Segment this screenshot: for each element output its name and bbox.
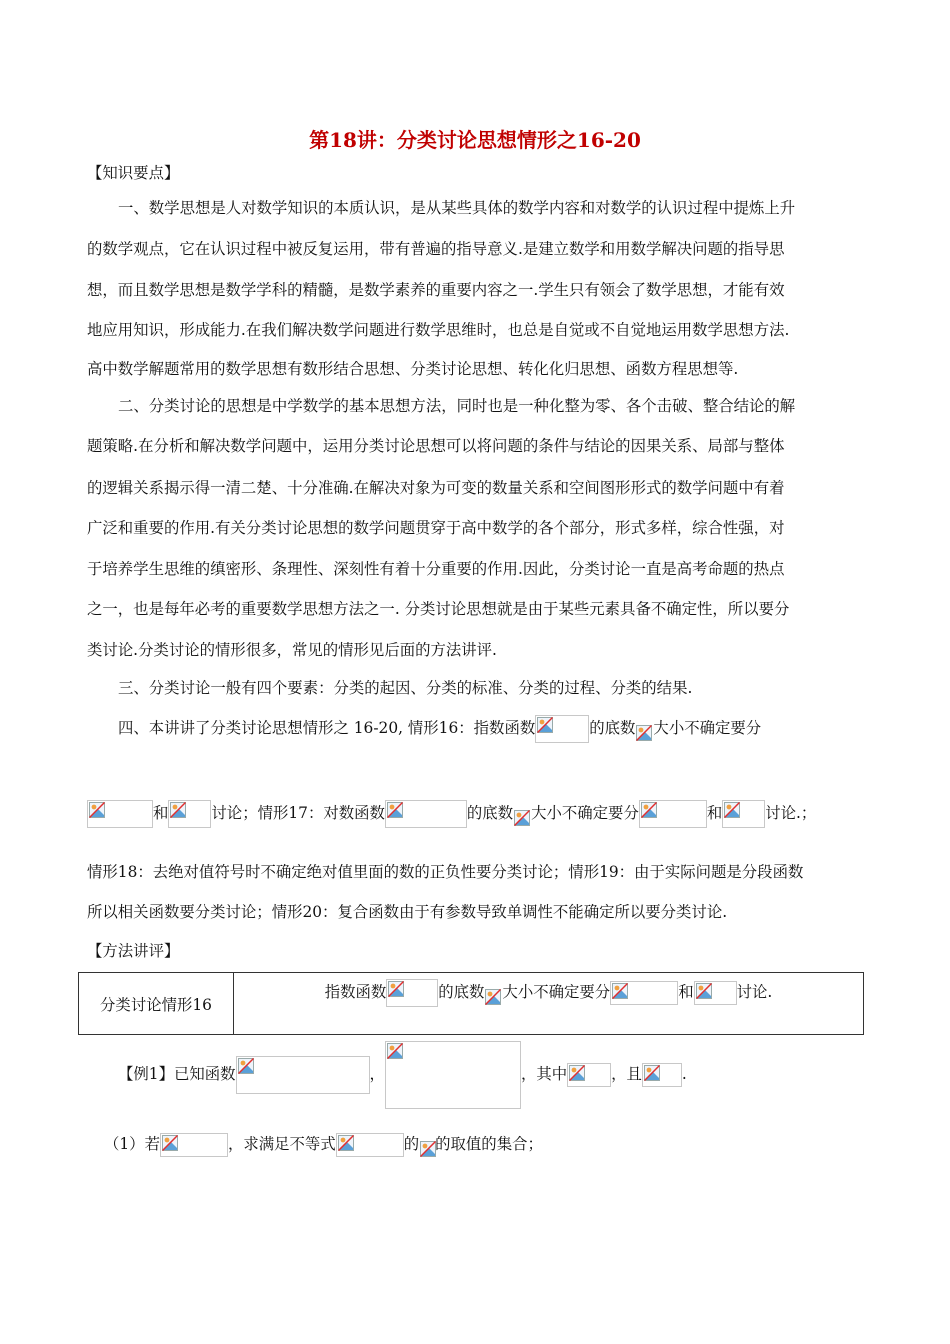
broken-image-icon [644,1065,660,1081]
paragraph-4-line [87,800,816,828]
paragraph-2-line: 于培养学生思维的缜密形、条理性、深刻性有着十分重要的作用.因此，分类讨论一直是高考命题的热点 [87,560,785,578]
method-table-label: 分类讨论情形16 [79,973,234,1035]
formula-image [385,1041,521,1109]
paragraph-2-line: 的逻辑关系揭示得一清二楚、十分准确.在解决对象为可变的数量关系和空间图形形式的数学问题中有着 [87,479,785,497]
broken-image-icon [338,1135,354,1151]
question-1-line [104,1126,543,1162]
broken-image-icon [238,1058,254,1074]
formula-image [513,800,531,828]
question-text: （1）若 [104,1135,160,1153]
p4-text: 讨论.； [765,804,817,822]
broken-image-icon [696,983,712,999]
formula-image [385,800,467,828]
formula-image [386,979,438,1007]
p4-text: 四、本讲讲了分类讨论思想情形之 16-20, 情形16：指数函数 [118,719,536,737]
formula-image [610,981,678,1005]
table-text: 的底数 [438,983,485,1001]
broken-image-icon [89,802,105,818]
example-text: 【例1】已知函数 [118,1065,236,1083]
broken-image-icon [537,717,553,733]
table-text: 讨论. [736,983,773,1001]
paragraph-1-line: 一、数学思想是人对数学知识的本质认识，是从某些具体的数学内容和对数学的认识过程中提炼上升 [118,199,796,217]
table-text: 大小不确定要分 [502,983,611,1001]
broken-image-icon [514,810,530,826]
example-text: ，且 [611,1065,642,1083]
table-text: 和 [678,983,694,1001]
broken-image-icon [388,981,404,997]
p4-text: 的底数 [466,804,514,822]
paragraph-1-line: 地应用知识，形成能力.在我们解决数学问题进行数学思维时，也总是自觉或不自觉地运用数学思想方法. [87,321,790,339]
broken-image-icon [724,802,740,818]
paragraph-1-line: 的数学观点，它在认识过程中被反复运用，带有普遍的指导意义.是建立数学和用数学解决问题的指导思 [87,240,785,258]
paragraph-2-line: 类讨论.分类讨论的情形很多，常见的情形见后面的方法讲评. [87,641,497,659]
section-heading-knowledge: 【知识要点】 [87,164,180,182]
method-table-content [234,973,864,1035]
p4-text: 的底数 [589,719,636,737]
formula-image [87,800,153,828]
formula-image [168,800,211,828]
paragraph-2-line: 之一，也是每年必考的重要数学思想方法之一. 分类讨论思想就是由于某些元素具备不确定性，所以要分 [87,600,790,618]
formula-image [419,1133,435,1157]
broken-image-icon [387,1043,403,1059]
formula-image [535,715,589,743]
paragraph-1-line: 想，而且数学思想是数学学科的精髓，是数学素养的重要内容之一.学生只有领会了数学思想，才能有效 [87,281,785,299]
p4-text: 和 [706,804,723,822]
page-title: 第18讲：分类讨论思想情形之16-20 [309,128,641,152]
formula-image [236,1056,370,1094]
formula-image [635,715,653,743]
paragraph-4-line: 所以相关函数要分类讨论；情形20：复合函数由于有参数导致单调性不能确定所以要分类讨论. [87,903,728,921]
broken-image-icon [636,725,652,741]
formula-image [642,1063,682,1087]
paragraph-4-line [118,715,761,743]
question-text: 的取值的集合； [435,1135,543,1153]
question-text: ，求满足不等式 [227,1135,336,1153]
formula-image [694,981,737,1005]
p4-text: 大小不确定要分 [531,804,639,822]
broken-image-icon [387,802,403,818]
paragraph-3: 三、分类讨论一般有四个要素：分类的起因、分类的标准、分类的过程、分类的结果. [118,679,693,697]
formula-image [567,1063,611,1087]
broken-image-icon [485,989,501,1005]
method-table [78,972,864,1035]
broken-image-icon [162,1135,178,1151]
formula-image [639,800,707,828]
formula-image [484,979,502,1007]
example-text: . [681,1065,687,1083]
broken-image-icon [420,1141,436,1157]
paragraph-1-line: 高中数学解题常用的数学思想有数形结合思想、分类讨论思想、转化化归思想、函数方程思想等. [87,360,739,378]
table-text: 指数函数 [324,983,387,1001]
broken-image-icon [641,802,657,818]
formula-image [160,1133,228,1157]
paragraph-2-line: 二、分类讨论的思想是中学数学的基本思想方法，同时也是一种化整为零、各个击破、整合结论的解 [118,397,796,415]
section-heading-method: 【方法讲评】 [87,942,180,960]
p4-text: 大小不确定要分 [653,719,762,737]
example-1-line [118,1040,687,1110]
example-text: ，其中 [520,1065,568,1083]
paragraph-4-line: 情形18：去绝对值符号时不确定绝对值里面的数的正负性要分类讨论；情形19：由于实际问题是分段函数 [87,863,804,881]
paragraph-2-line: 题策略.在分析和解决数学问题中，运用分类讨论思想可以将问题的条件与结论的因果关系、局部与整体 [87,437,785,455]
formula-image [722,800,765,828]
question-text: 的 [403,1135,420,1153]
broken-image-icon [612,983,628,999]
p4-text: 讨论；情形17：对数函数 [211,804,385,822]
example-text: ， [369,1065,385,1083]
p4-text: 和 [153,804,169,822]
paragraph-2-line: 广泛和重要的作用.有关分类讨论思想的数学问题贯穿于高中数学的各个部分，形式多样，综合性强，对 [87,519,785,537]
broken-image-icon [170,802,186,818]
formula-image [336,1133,404,1157]
broken-image-icon [569,1065,585,1081]
